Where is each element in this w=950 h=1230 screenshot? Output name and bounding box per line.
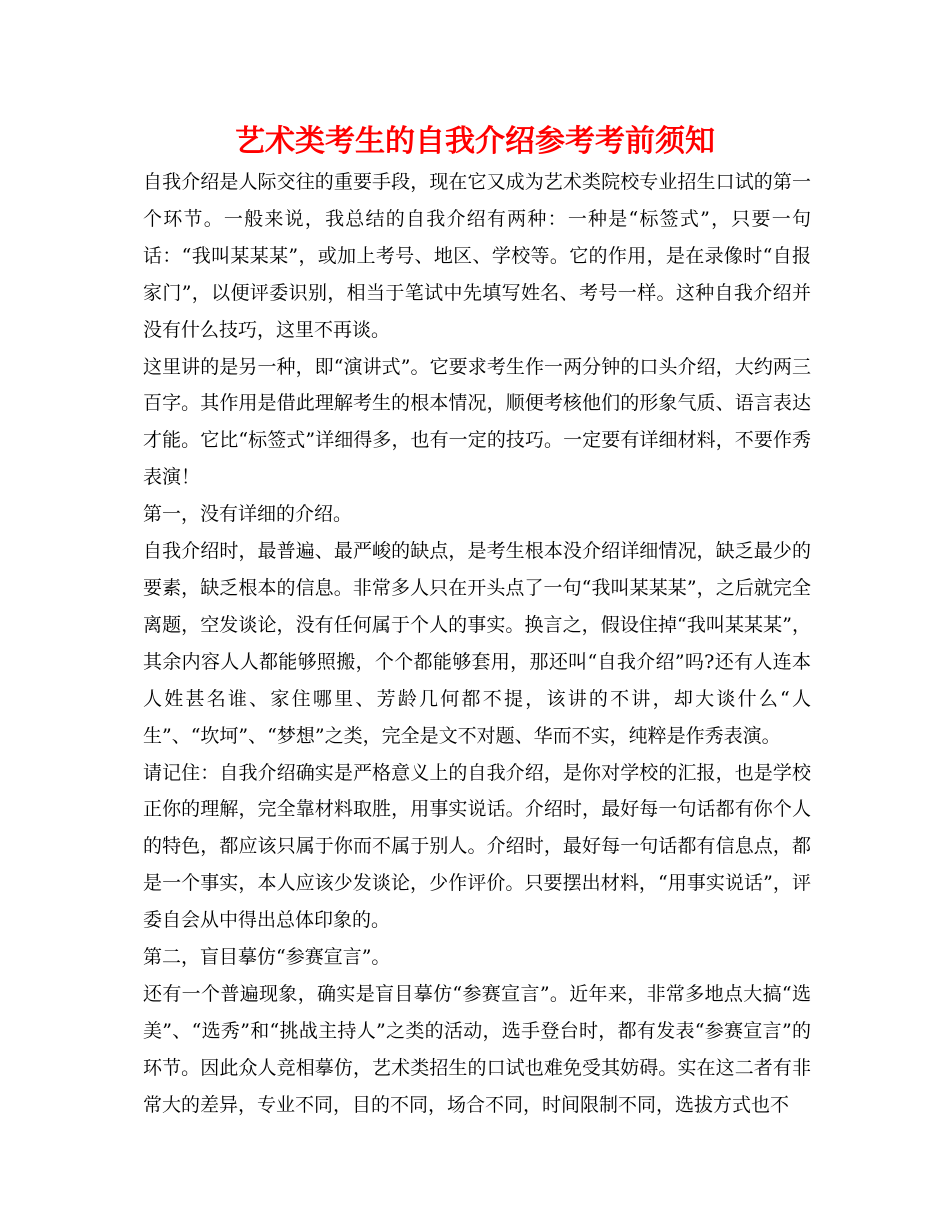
- document-body: [143, 164, 811, 1124]
- paragraph-speech-style: 这里讲的是另一种，即“演讲式”。它要求考生作一两分钟的口头介绍，大约两三百字。其作用是借此理解考生的根本情况，顺便考核他们的形象气质、语言表达才能。它比“标签式”详细得多，也有一定的技巧。一定要有详细材料，不要作秀表演！: [143, 355, 811, 489]
- paragraph-second-detail: 还有一个普遍现象，确实是盲目摹仿“参赛宣言”。近年来，非常多地点大搞“选美”、“选秀”和“挑战主持人”之类的活动，选手登台时，都有发表“参赛宣言”的环节。因此众人竞相摹仿，艺术类招生的口试也难免受其妨碍。实在这二者有非常大的差异，专业不同，目的不同，场合不同，时间限制不同，选拔方式也不: [143, 982, 811, 1116]
- paragraph-intro: 自我介绍是人际交往的重要手段，现在它又成为艺术类院校专业招生口试的第一个环节。一般来说，我总结的自我介绍有两种：一种是“标签式”，只要一句话：“我叫某某某”，或加上考号、地区、学校等。它的作用，是在录像时“自报家门”，以便评委识别，相当于笔试中先填写姓名、考号一样。这种自我介绍并没有什么技巧，这里不再谈。: [143, 171, 811, 341]
- section-heading-first: 第一，没有详细的介绍。: [143, 503, 353, 526]
- section-heading-second: 第二，盲目摹仿“参赛宣言”。: [143, 946, 391, 969]
- paragraph-first-detail: 自我介绍时，最普遍、最严峻的缺点，是考生根本没介绍详细情况，缺乏最少的要素，缺乏根本的信息。非常多人只在开头点了一句“我叫某某某”，之后就完全离题，空发谈论，没有任何属于个人的事实。换言之，假设住掉“我叫某某某”，其余内容人人都能够照搬，个个都能够套用，那还叫“自我介绍”吗?还有人连本人姓甚名谁、家住哪里、芳龄几何都不提，该讲的不讲，却大谈什么“人生”、“坎坷”、“梦想”之类，完全是文不对题、华而不实，纯粹是作秀表演。: [143, 540, 811, 747]
- paragraph-remember: 请记住：自我介绍确实是严格意义上的自我介绍，是你对学校的汇报，也是学校正你的理解，完全靠材料取胜，用事实说话。介绍时，最好每一句话都有你个人的特色，都应该只属于你而不属于别人。介绍时，最好每一句话都有信息点，都是一个事实，本人应该少发谈论，少作评价。只要摆出材料，“用事实说话”，评委自会从中得出总体印象的。: [143, 761, 811, 932]
- document-title: 艺术类考生的自我介绍参考考前须知: [235, 124, 715, 159]
